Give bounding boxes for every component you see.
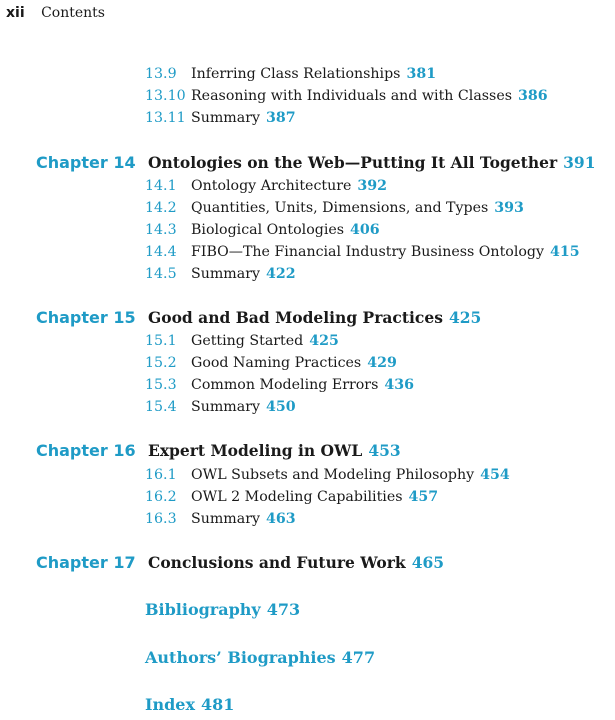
section-number: 15.4 <box>145 399 177 415</box>
section-number: 16.3 <box>145 511 177 527</box>
chapter-page: 425 <box>448 308 482 327</box>
toc-section-14-5[interactable] <box>145 266 296 282</box>
section-number: 16.2 <box>145 489 177 505</box>
backmatter-page: 481 <box>201 695 235 714</box>
toc-section-15-1[interactable] <box>145 333 339 349</box>
toc-section-14-4[interactable] <box>145 244 580 260</box>
toc-section-14-3[interactable] <box>145 222 380 238</box>
section-title: Good Naming Practices <box>191 355 362 371</box>
section-page: 422 <box>266 266 296 282</box>
toc-section-15-3[interactable] <box>145 377 414 393</box>
section-page: 450 <box>266 399 296 415</box>
chapter-page: 453 <box>368 441 401 460</box>
section-page: 425 <box>309 333 339 349</box>
section-title: OWL 2 Modeling Capabilities <box>191 489 403 505</box>
section-page: 387 <box>266 110 296 126</box>
toc-section-13-11[interactable] <box>145 110 296 126</box>
page-number: xii <box>6 5 25 21</box>
section-title: Getting Started <box>191 333 304 349</box>
section-number: 14.3 <box>145 222 177 238</box>
section-number: 14.4 <box>145 244 177 260</box>
section-number: 16.1 <box>145 467 177 483</box>
section-number: 13.9 <box>145 66 177 82</box>
backmatter-page: 477 <box>341 648 376 667</box>
section-title: Biological Ontologies <box>191 222 345 238</box>
section-number: 14.5 <box>145 266 177 282</box>
running-header <box>6 5 105 21</box>
chapter-title: Conclusions and Future Work 465 <box>148 553 445 572</box>
section-number: 14.2 <box>145 200 177 216</box>
section-title: Summary <box>191 399 261 415</box>
section-page: 457 <box>408 489 439 505</box>
section-title: OWL Subsets and Modeling Philosophy <box>191 467 475 483</box>
section-number: 13.10 <box>145 88 186 104</box>
chapter-title: Good and Bad Modeling Practices 425 <box>148 308 482 327</box>
toc-section-14-2[interactable] <box>145 200 524 216</box>
toc-section-16-2[interactable] <box>145 489 438 505</box>
backmatter-title: Index <box>145 695 196 714</box>
section-page: 429 <box>367 355 397 371</box>
chapter-label: Chapter 14 <box>36 153 136 172</box>
chapter-label: Chapter 17 <box>36 553 136 572</box>
section-page: 381 <box>406 66 437 82</box>
running-title: Contents <box>41 5 105 21</box>
backmatter-page: 473 <box>266 600 301 619</box>
section-number: 15.2 <box>145 355 177 371</box>
toc-index[interactable] <box>145 695 234 714</box>
chapter-page: 391 <box>563 153 596 172</box>
toc-section-16-1[interactable] <box>145 467 510 483</box>
section-title: Summary <box>191 110 261 126</box>
toc-authors-biographies[interactable] <box>145 648 375 667</box>
section-title: Quantities, Units, Dimensions, and Types <box>191 200 489 216</box>
section-page: 415 <box>550 244 580 260</box>
section-title: Ontology Architecture <box>191 178 352 194</box>
section-title: FIBO—The Financial Industry Business Ontology <box>191 244 544 260</box>
section-page: 406 <box>350 222 380 238</box>
toc-section-13-10[interactable] <box>145 88 548 104</box>
section-number: 15.3 <box>145 377 177 393</box>
section-page: 463 <box>266 511 296 527</box>
section-number: 14.1 <box>145 178 177 194</box>
toc-section-15-4[interactable] <box>145 399 296 415</box>
toc-section-16-3[interactable] <box>145 511 296 527</box>
section-page: 386 <box>518 88 548 104</box>
toc-section-15-2[interactable] <box>145 355 397 371</box>
section-title: Summary <box>191 511 261 527</box>
section-page: 392 <box>357 178 388 194</box>
section-title: Common Modeling Errors <box>191 377 379 393</box>
chapter-title: Ontologies on the Web—Putting It All Together 391 <box>148 153 596 172</box>
section-title: Summary <box>191 266 261 282</box>
chapter-label: Chapter 15 <box>36 308 136 327</box>
section-number: 13.11 <box>145 110 186 126</box>
backmatter-title: Bibliography <box>145 600 261 619</box>
chapter-title: Expert Modeling in OWL 453 <box>148 441 401 460</box>
backmatter-title: Authors’ Biographies <box>145 648 336 667</box>
section-title: Inferring Class Relationships <box>191 66 401 82</box>
toc-bibliography[interactable] <box>145 600 300 619</box>
section-page: 454 <box>480 467 510 483</box>
section-page: 393 <box>494 200 524 216</box>
chapter-page: 465 <box>411 553 445 572</box>
section-title: Reasoning with Individuals and with Classes <box>191 88 513 104</box>
section-number: 15.1 <box>145 333 177 349</box>
chapter-label: Chapter 16 <box>36 441 136 460</box>
toc-section-14-1[interactable] <box>145 178 387 194</box>
toc-section-13-9[interactable] <box>145 66 436 82</box>
section-page: 436 <box>384 377 414 393</box>
